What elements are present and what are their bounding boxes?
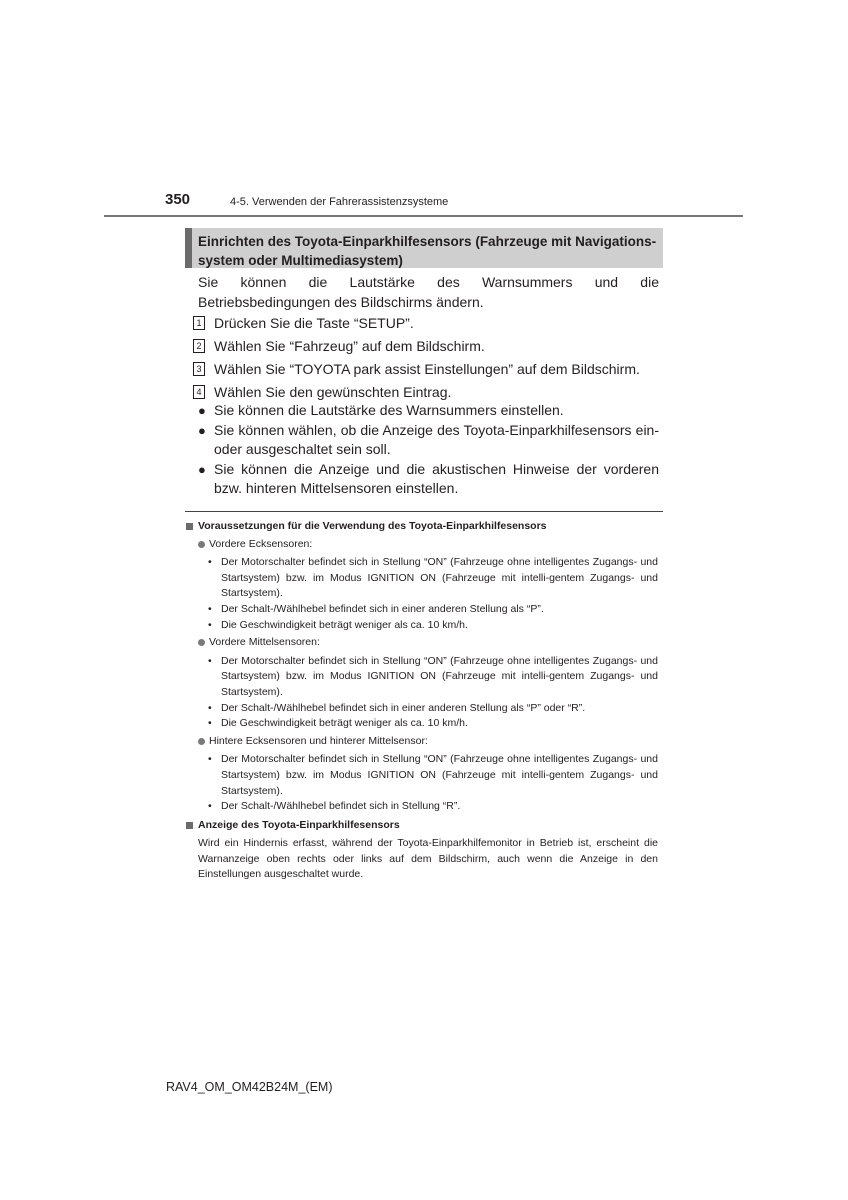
group-title-text: Vordere Ecksensoren: [209, 537, 313, 550]
step-text-4: Wählen Sie den gewünschten Eintrag. [214, 384, 452, 400]
list-item-text: Der Schalt-/Wählhebel befindet sich in einer anderen Stellung als “P”. [221, 602, 544, 615]
step-text-1: Drücken Sie die Taste “SETUP”. [214, 315, 414, 331]
section-path: 4-5. Verwenden der Fahrerassistenzsysteme [230, 196, 449, 208]
header-divider [104, 215, 743, 217]
step-number-3: 3 [193, 362, 205, 376]
bullet-text: Sie können die Anzeige und die akustischen Hinweise der vorderen bzw. hinteren Mittelsensoren einstellen. [214, 461, 659, 496]
notes-section [186, 519, 658, 883]
bullet-text: Sie können wählen, ob die Anzeige des Toyota-Einparkhilfesensors ein- oder ausgeschaltet sein soll. [214, 422, 659, 457]
display-title-text: Anzeige des Toyota-Einparkhilfesensors [198, 818, 400, 831]
bullet-dot-icon: ● [198, 403, 206, 418]
notes-title [186, 519, 658, 535]
step-text-2: Wählen Sie “Fahrzeug” auf dem Bildschirm. [214, 338, 485, 354]
document-code-footer: RAV4_OM_OM42B24M_(EM) [166, 1080, 333, 1094]
bullet-item [198, 460, 659, 498]
list-item [208, 654, 658, 701]
bullet-icon: • [208, 800, 212, 813]
list-item-text: Der Motorschalter befindet sich in Stellung “ON” (Fahrzeuge ohne intelligentes Zugangs- und Startsystem) bzw. im Modus IGNITION ON (Fahrzeuge mit intelli-gentem Zugangs- und Startsystem). [221, 556, 658, 600]
bullet-icon: • [208, 701, 212, 714]
group-title [198, 635, 658, 651]
square-bullet-icon [186, 523, 193, 530]
list-item-text: Die Geschwindigkeit beträgt weniger als ca. 10 km/h. [221, 717, 468, 730]
group-title [198, 537, 658, 553]
circle-bullet-icon [198, 541, 205, 548]
option-bullet-list [198, 401, 659, 499]
section-heading-line-1: Einrichten des Toyota-Einparkhilfesensors (Fahrzeuge mit Navigations- [198, 234, 657, 249]
display-paragraph: Wird ein Hindernis erfasst, während der Toyota-Einparkhilfemonitor in Betrieb ist, erscheint die Warnanzeige oben rechts oder links auf dem Bildschirm, auch wenn die Anzeige in den Einstellungen ausgeschaltet wurde. [198, 837, 658, 881]
section-heading [185, 228, 663, 268]
square-bullet-icon [186, 822, 193, 829]
bullet-text: Sie können die Lautstärke des Warnsummers einstellen. [214, 402, 564, 418]
step-number-2: 2 [193, 339, 205, 353]
step-list [193, 313, 659, 405]
bullet-icon: • [208, 654, 212, 667]
bullet-item [198, 421, 659, 459]
notes-divider [185, 511, 663, 512]
list-item [208, 602, 658, 618]
list-item-text: Der Schalt-/Wählhebel befindet sich in Stellung “R”. [221, 800, 461, 813]
step-number-1: 1 [193, 316, 205, 330]
list-item [208, 799, 658, 815]
bullet-item [198, 401, 659, 420]
bullet-icon: • [208, 753, 212, 766]
bullet-icon: • [208, 556, 212, 569]
intro-paragraph: Sie können die Lautstärke des Warnsummers und die Betriebsbedingungen des Bildschirms ändern. [198, 274, 659, 310]
list-item-text: Der Motorschalter befindet sich in Stellung “ON” (Fahrzeuge ohne intelligentes Zugangs- und Startsystem) bzw. im Modus IGNITION ON (Fahrzeuge mit intelli-gentem Zugangs- und Startsystem). [221, 753, 658, 797]
step-number-4: 4 [193, 385, 205, 399]
step-item [193, 313, 659, 336]
list-item [208, 555, 658, 602]
list-item [208, 701, 658, 717]
section-heading-line-2: system oder Multimediasystem) [198, 253, 403, 268]
group-title-text: Vordere Mittelsensoren: [209, 636, 320, 649]
group-title [198, 734, 658, 750]
bullet-dot-icon: ● [198, 462, 206, 477]
list-item-text: Der Schalt-/Wählhebel befindet sich in einer anderen Stellung als “P” oder “R”. [221, 701, 586, 714]
bullet-icon: • [208, 602, 212, 615]
step-text-3: Wählen Sie “TOYOTA park assist Einstellungen” auf dem Bildschirm. [214, 361, 640, 377]
bullet-icon: • [208, 717, 212, 730]
list-item-text: Die Geschwindigkeit beträgt weniger als ca. 10 km/h. [221, 618, 468, 631]
bullet-dot-icon: ● [198, 423, 206, 438]
notes-title-text: Voraussetzungen für die Verwendung des Toyota-Einparkhilfesensors [198, 520, 547, 532]
circle-bullet-icon [198, 738, 205, 745]
page-number: 350 [165, 191, 191, 208]
step-item [193, 336, 659, 359]
list-item-text: Der Motorschalter befindet sich in Stellung “ON” (Fahrzeuge ohne intelligentes Zugangs- und Startsystem) bzw. im Modus IGNITION ON (Fahrzeuge mit intelli-gentem Zugangs- und Startsystem). [221, 654, 658, 698]
bullet-icon: • [208, 618, 212, 631]
list-item [208, 618, 658, 634]
step-item [193, 359, 659, 382]
list-item [208, 716, 658, 732]
list-item [208, 752, 658, 799]
display-title [186, 818, 658, 834]
group-title-text: Hintere Ecksensoren und hinterer Mittelsensor: [209, 734, 428, 747]
circle-bullet-icon [198, 639, 205, 646]
